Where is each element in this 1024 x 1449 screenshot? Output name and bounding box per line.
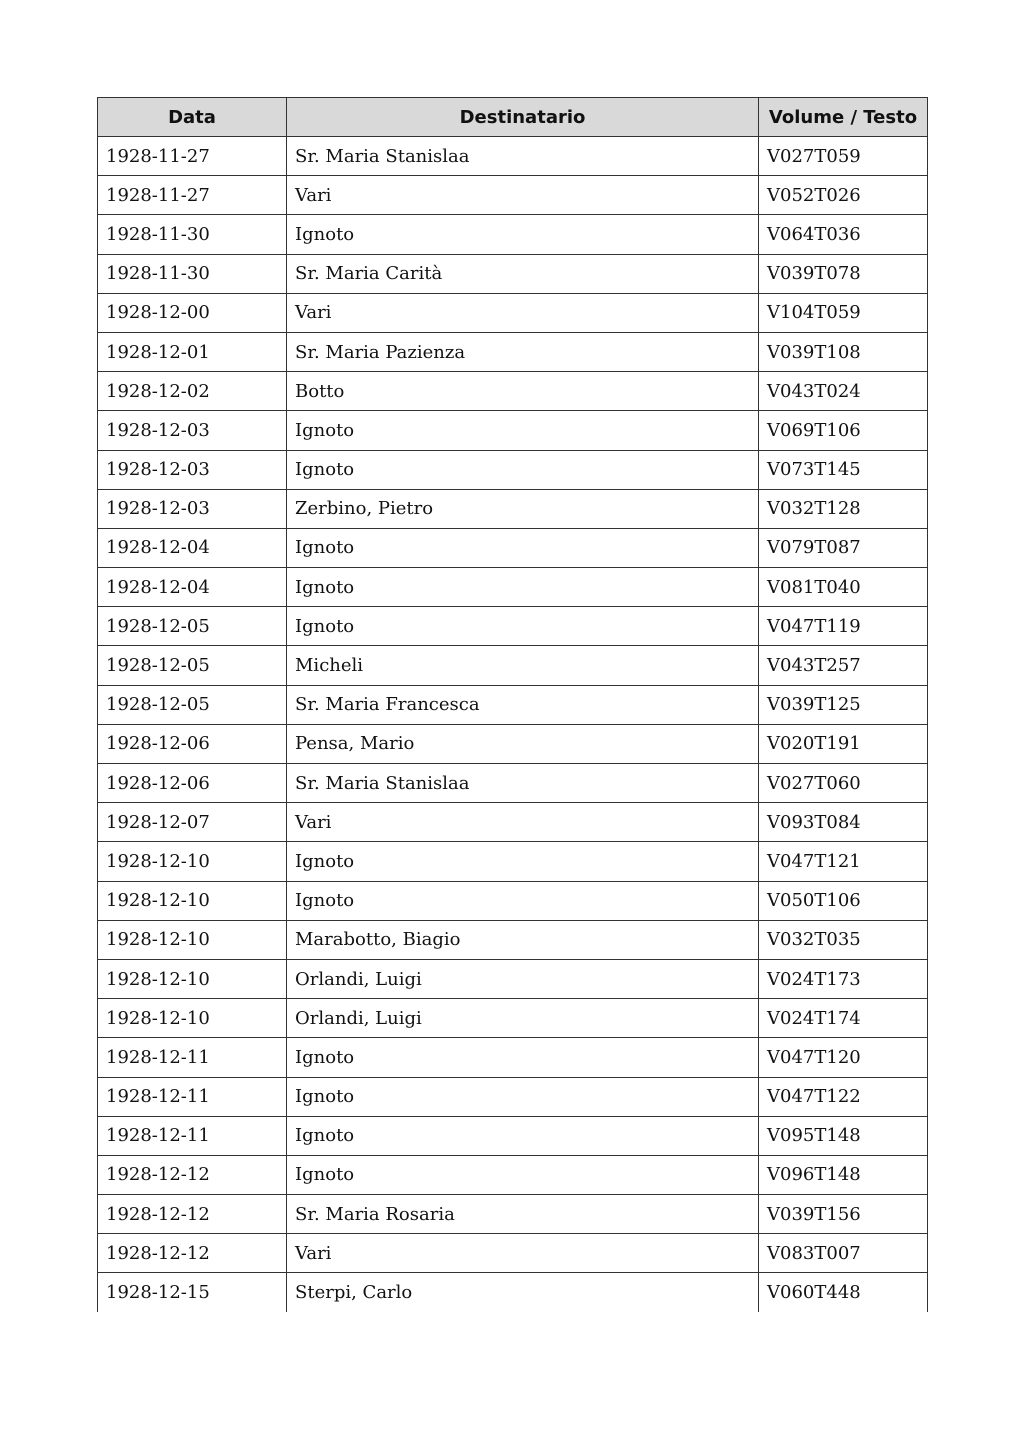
table-row <box>98 137 928 176</box>
cell-volume-text: V093T084 <box>759 803 928 842</box>
column-header-date: Data <box>98 98 287 137</box>
cell-date: 1928-12-05 <box>98 685 287 724</box>
table-row <box>98 959 928 998</box>
cell-volume-text: V047T122 <box>759 1077 928 1116</box>
cell-volume-text: V047T119 <box>759 607 928 646</box>
cell-date: 1928-12-06 <box>98 764 287 803</box>
cell-volume-text: V083T007 <box>759 1234 928 1273</box>
table-row <box>98 764 928 803</box>
cell-recipient: Botto <box>287 372 759 411</box>
cell-volume-text: V047T121 <box>759 842 928 881</box>
table-row <box>98 1273 928 1312</box>
table-row <box>98 803 928 842</box>
table-row <box>98 881 928 920</box>
cell-recipient: Ignoto <box>287 215 759 254</box>
table-row <box>98 842 928 881</box>
cell-date: 1928-12-05 <box>98 646 287 685</box>
cell-date: 1928-11-30 <box>98 215 287 254</box>
table-row <box>98 568 928 607</box>
cell-recipient: Sr. Maria Francesca <box>287 685 759 724</box>
letters-index-table <box>97 97 928 1312</box>
cell-recipient: Sr. Maria Rosaria <box>287 1195 759 1234</box>
column-header-volume-text: Volume / Testo <box>759 98 928 137</box>
table-row <box>98 1155 928 1194</box>
table-body <box>98 137 928 1313</box>
cell-volume-text: V052T026 <box>759 176 928 215</box>
table-row <box>98 685 928 724</box>
table-row <box>98 332 928 371</box>
cell-volume-text: V064T036 <box>759 215 928 254</box>
cell-volume-text: V032T035 <box>759 920 928 959</box>
cell-recipient: Ignoto <box>287 411 759 450</box>
table-row <box>98 1116 928 1155</box>
table-row <box>98 293 928 332</box>
cell-recipient: Sr. Maria Carità <box>287 254 759 293</box>
cell-date: 1928-12-02 <box>98 372 287 411</box>
cell-recipient: Vari <box>287 176 759 215</box>
cell-date: 1928-12-12 <box>98 1234 287 1273</box>
cell-date: 1928-12-03 <box>98 450 287 489</box>
table-row <box>98 215 928 254</box>
cell-date: 1928-12-03 <box>98 489 287 528</box>
cell-recipient: Ignoto <box>287 607 759 646</box>
cell-volume-text: V050T106 <box>759 881 928 920</box>
table-row <box>98 489 928 528</box>
cell-recipient: Orlandi, Luigi <box>287 959 759 998</box>
cell-volume-text: V043T024 <box>759 372 928 411</box>
cell-date: 1928-12-10 <box>98 920 287 959</box>
cell-recipient: Ignoto <box>287 881 759 920</box>
cell-volume-text: V043T257 <box>759 646 928 685</box>
cell-date: 1928-12-10 <box>98 999 287 1038</box>
cell-date: 1928-12-10 <box>98 881 287 920</box>
cell-date: 1928-12-04 <box>98 528 287 567</box>
cell-volume-text: V024T174 <box>759 999 928 1038</box>
cell-recipient: Zerbino, Pietro <box>287 489 759 528</box>
cell-date: 1928-12-12 <box>98 1195 287 1234</box>
table-row <box>98 411 928 450</box>
cell-recipient: Ignoto <box>287 1116 759 1155</box>
cell-volume-text: V027T059 <box>759 137 928 176</box>
table-row <box>98 646 928 685</box>
cell-volume-text: V047T120 <box>759 1038 928 1077</box>
cell-volume-text: V039T156 <box>759 1195 928 1234</box>
cell-recipient: Ignoto <box>287 1077 759 1116</box>
table-row <box>98 450 928 489</box>
cell-date: 1928-12-11 <box>98 1038 287 1077</box>
table-row <box>98 1195 928 1234</box>
table-row <box>98 372 928 411</box>
cell-date: 1928-12-00 <box>98 293 287 332</box>
cell-recipient: Ignoto <box>287 1155 759 1194</box>
cell-volume-text: V096T148 <box>759 1155 928 1194</box>
cell-recipient: Sr. Maria Stanislaa <box>287 137 759 176</box>
cell-recipient: Vari <box>287 803 759 842</box>
cell-date: 1928-12-11 <box>98 1116 287 1155</box>
cell-date: 1928-12-06 <box>98 724 287 763</box>
cell-recipient: Ignoto <box>287 842 759 881</box>
cell-date: 1928-12-01 <box>98 332 287 371</box>
table-row <box>98 254 928 293</box>
cell-volume-text: V081T040 <box>759 568 928 607</box>
table-row <box>98 724 928 763</box>
table-header <box>98 98 928 137</box>
cell-volume-text: V039T125 <box>759 685 928 724</box>
cell-date: 1928-11-27 <box>98 176 287 215</box>
header-row <box>98 98 928 137</box>
document-page <box>97 97 927 1312</box>
cell-recipient: Micheli <box>287 646 759 685</box>
cell-recipient: Sr. Maria Stanislaa <box>287 764 759 803</box>
cell-date: 1928-11-27 <box>98 137 287 176</box>
cell-volume-text: V039T108 <box>759 332 928 371</box>
cell-volume-text: V073T145 <box>759 450 928 489</box>
cell-date: 1928-12-05 <box>98 607 287 646</box>
column-header-recipient: Destinatario <box>287 98 759 137</box>
cell-volume-text: V104T059 <box>759 293 928 332</box>
cell-volume-text: V079T087 <box>759 528 928 567</box>
cell-recipient: Sr. Maria Pazienza <box>287 332 759 371</box>
cell-volume-text: V039T078 <box>759 254 928 293</box>
cell-volume-text: V060T448 <box>759 1273 928 1312</box>
cell-volume-text: V095T148 <box>759 1116 928 1155</box>
cell-date: 1928-12-15 <box>98 1273 287 1312</box>
table-row <box>98 1038 928 1077</box>
cell-date: 1928-12-07 <box>98 803 287 842</box>
table-row <box>98 1234 928 1273</box>
cell-volume-text: V027T060 <box>759 764 928 803</box>
cell-recipient: Vari <box>287 1234 759 1273</box>
cell-date: 1928-12-12 <box>98 1155 287 1194</box>
cell-volume-text: V024T173 <box>759 959 928 998</box>
cell-recipient: Ignoto <box>287 568 759 607</box>
cell-recipient: Ignoto <box>287 450 759 489</box>
cell-volume-text: V069T106 <box>759 411 928 450</box>
cell-recipient: Vari <box>287 293 759 332</box>
cell-recipient: Sterpi, Carlo <box>287 1273 759 1312</box>
cell-date: 1928-12-11 <box>98 1077 287 1116</box>
table-row <box>98 176 928 215</box>
cell-date: 1928-12-10 <box>98 842 287 881</box>
cell-volume-text: V020T191 <box>759 724 928 763</box>
cell-date: 1928-12-10 <box>98 959 287 998</box>
table-row <box>98 1077 928 1116</box>
cell-recipient: Ignoto <box>287 1038 759 1077</box>
cell-recipient: Ignoto <box>287 528 759 567</box>
table-row <box>98 920 928 959</box>
cell-recipient: Marabotto, Biagio <box>287 920 759 959</box>
cell-volume-text: V032T128 <box>759 489 928 528</box>
table-row <box>98 528 928 567</box>
cell-recipient: Orlandi, Luigi <box>287 999 759 1038</box>
table-row <box>98 607 928 646</box>
cell-date: 1928-12-04 <box>98 568 287 607</box>
cell-date: 1928-11-30 <box>98 254 287 293</box>
cell-date: 1928-12-03 <box>98 411 287 450</box>
cell-recipient: Pensa, Mario <box>287 724 759 763</box>
table-row <box>98 999 928 1038</box>
